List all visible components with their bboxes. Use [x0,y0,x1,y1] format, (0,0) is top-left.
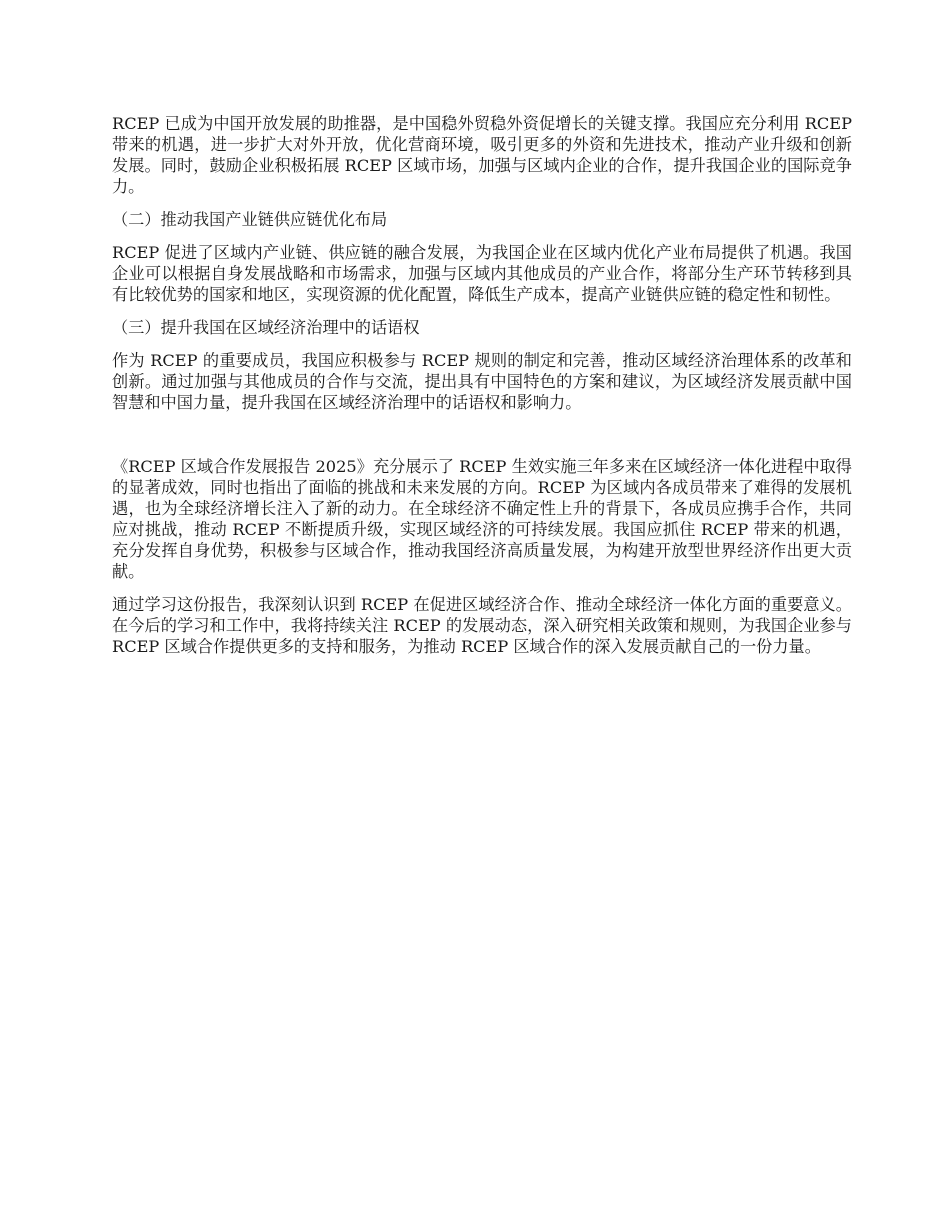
paragraph-rcep-booster: RCEP 已成为中国开放发展的助推器，是中国稳外贸稳外资促增长的关键支撑。我国应充分利用 RCEP 带来的机遇，进一步扩大对外开放，优化营商环境，吸引更多的外资和先进技术，推动产业升级和创新发展。同时，鼓励企业积极拓展 RCEP 区域市场，加强与区域内企业的合作，提升我国企业的国际竞争力。 [112,114,852,196]
paragraph-personal-reflection: 通过学习这份报告，我深刻认识到 RCEP 在促进区域经济合作、推动全球经济一体化方面的重要意义。在今后的学习和工作中，我将持续关注 RCEP 的发展动态，深入研究相关政策和规则，为我国企业参与 RCEP 区域合作提供更多的支持和服务，为推动 RCEP 区域合作的深入发展贡献自己的一份力量。 [112,595,852,656]
section-heading-industrial-chain: （二）推动我国产业链供应链优化布局 [112,210,388,229]
paragraph-report-summary: 《RCEP 区域合作发展报告 2025》充分展示了 RCEP 生效实施三年多来在区域经济一体化进程中取得的显著成效，同时也指出了面临的挑战和未来发展的方向。RCEP 为区域内各成员带来了难得的发展机遇，也为全球经济增长注入了新的动力。在全球经济不确定性上升的背景下，各成员应携手合作，共同应对挑战，推动 RCEP 不断提质升级，实现区域经济的可持续发展。我国应抓住 RCEP 带来的机遇，充分发挥自身优势，积极参与区域合作，推动我国经济高质量发展，为构建开放型世界经济作出更大贡献。 [112,457,852,581]
document-page [112,113,852,657]
section-heading-governance: （三）提升我国在区域经济治理中的话语权 [112,318,420,337]
paragraph-industrial-chain: RCEP 促进了区域内产业链、供应链的融合发展，为我国企业在区域内优化产业布局提供了机遇。我国企业可以根据自身发展战略和市场需求，加强与区域内其他成员的产业合作，将部分生产环节转移到具有比较优势的国家和地区，实现资源的优化配置，降低生产成本，提高产业链供应链的稳定性和韧性。 [112,243,852,304]
paragraph-governance: 作为 RCEP 的重要成员，我国应积极参与 RCEP 规则的制定和完善，推动区域经济治理体系的改革和创新。通过加强与其他成员的合作与交流，提出具有中国特色的方案和建议，为区域经济发展贡献中国智慧和中国力量，提升我国在区域经济治理中的话语权和影响力。 [112,351,852,412]
